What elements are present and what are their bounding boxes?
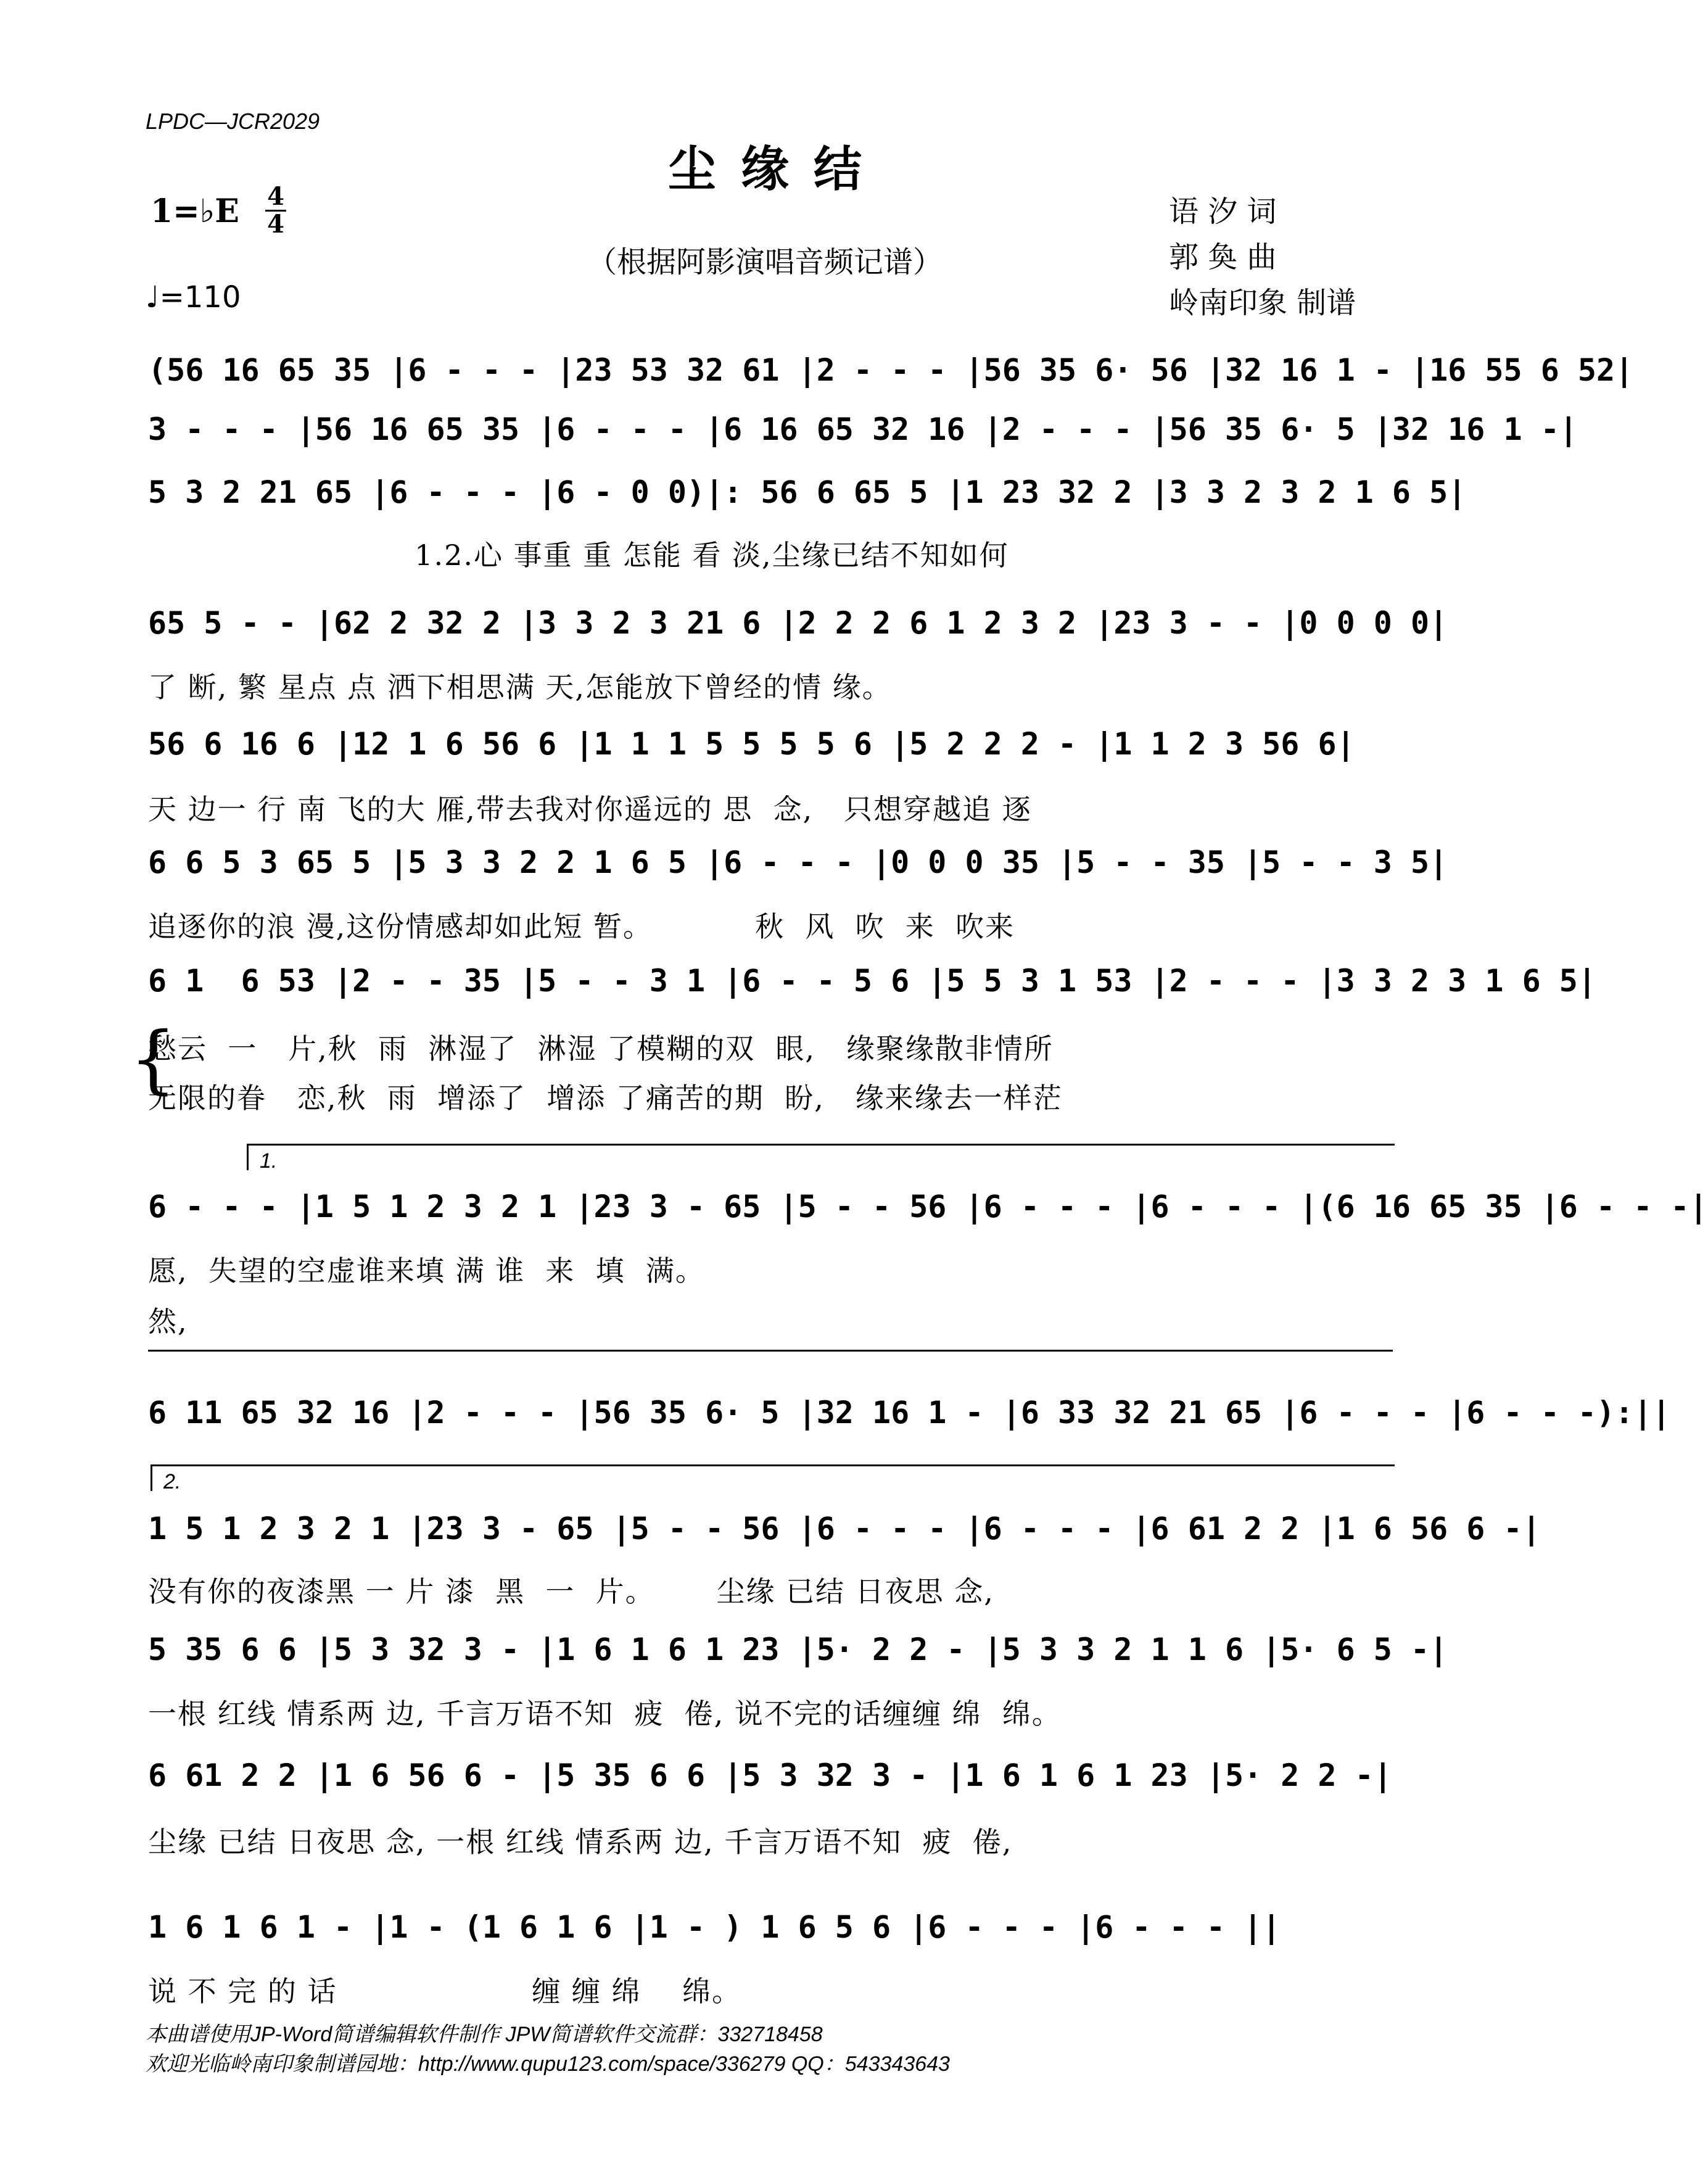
page-title: 尘缘结 bbox=[667, 141, 886, 197]
lyric-line-5: 天 边一 行 南 飞的大 雁,带去我对你遥远的 思 念, 只想穿越追 逐 bbox=[148, 793, 1032, 826]
lyric-line-3: 1.2.心 事重 重 怎能 看 淡,尘缘已结不知如何 bbox=[148, 539, 1009, 572]
lyric-line-7a: 愁云 一 片,秋 雨 淋湿了 淋湿 了模糊的双 眼, 缘聚缘散非情所 bbox=[148, 1032, 1054, 1065]
lyricist: 语 汐 词 bbox=[1169, 194, 1277, 229]
footer-contact: 欢迎光临岭南印象制谱园地：http://www.qupu123.com/space/336279 QQ：543343643 bbox=[146, 2052, 950, 2076]
time-denominator: 4 bbox=[267, 210, 284, 239]
time-signature bbox=[265, 182, 286, 239]
subtitle: （根据阿影演唱音频记谱） bbox=[587, 245, 943, 279]
key-signature: 1=♭E bbox=[151, 192, 239, 230]
lyric-line-10: 没有你的夜漆黑 一 片 漆 黑 一 片。 尘缘 已结 日夜思 念, bbox=[148, 1575, 994, 1608]
notation-line-6: 6 6 5 3 65 5 |5 3 3 2 2 1 6 5 |6 - - - |0 0 0 35 |5 - - 35 |5 - - 3 5| bbox=[148, 845, 1448, 880]
second-ending-bracket bbox=[151, 1464, 1395, 1491]
verse-brace: { bbox=[130, 1017, 177, 1102]
score-code: LPDC—JCR2029 bbox=[146, 109, 320, 134]
notation-line-1: (56 16 65 35 |6 - - - |23 53 32 61 |2 - - - |56 35 6· 56 |32 16 1 - |16 55 6 52| bbox=[148, 352, 1634, 388]
composer: 郭 奐 曲 bbox=[1169, 240, 1277, 275]
notation-line-13: 1 6 1 6 1 - |1 - (1 6 1 6 |1 - ) 1 6 5 6 |6 - - - |6 - - - || bbox=[148, 1909, 1281, 1945]
first-ending-bracket bbox=[247, 1144, 1395, 1173]
ending-bracket-line bbox=[148, 1350, 1393, 1352]
lyric-line-8b: 然, bbox=[148, 1305, 188, 1338]
lyric-line-4: 了 断, 繁 星点 点 洒下相思满 天,怎能放下曾经的情 缘。 bbox=[148, 671, 892, 704]
notation-line-4: 65 5 - - |62 2 32 2 |3 3 2 3 21 6 |2 2 2 6 1 2 3 2 |23 3 - - |0 0 0 0| bbox=[148, 605, 1448, 641]
lyric-line-8: 愿, 失望的空虚谁来填 满 谁 来 填 满。 bbox=[148, 1254, 705, 1287]
lyric-line-12: 尘缘 已结 日夜思 念, 一根 红线 情系两 边, 千言万语不知 疲 倦, bbox=[148, 1825, 1013, 1859]
notation-line-12: 6 61 2 2 |1 6 56 6 - |5 35 6 6 |5 3 32 3 - |1 6 1 6 1 23 |5· 2 2 -| bbox=[148, 1757, 1392, 1793]
notation-line-9: 6 11 65 32 16 |2 - - - |56 35 6· 5 |32 16 1 - |6 33 32 21 65 |6 - - - |6 - - -):|| bbox=[148, 1395, 1671, 1431]
notation-line-7: 6 1 6 53 |2 - - 35 |5 - - 3 1 |6 - - 5 6 |5 5 3 1 53 |2 - - - |3 3 2 3 1 6 5| bbox=[148, 963, 1596, 999]
notation-line-10: 1 5 1 2 3 2 1 |23 3 - 65 |5 - - 56 |6 - - - |6 - - - |6 61 2 2 |1 6 56 6 -| bbox=[148, 1511, 1541, 1547]
arranger: 岭南印象 制谱 bbox=[1169, 286, 1356, 320]
lyric-line-7b: 无限的眷 恋,秋 雨 增添了 增添 了痛苦的期 盼, 缘来缘去一样茫 bbox=[148, 1081, 1063, 1115]
lyric-line-13: 说 不 完 的 话 缠 缠 绵 绵。 bbox=[148, 1975, 742, 2008]
notation-line-3: 5 3 2 21 65 |6 - - - |6 - 0 0)|: 56 6 65 5 |1 23 32 2 |3 3 2 3 2 1 6 5| bbox=[148, 474, 1467, 510]
notation-line-8: 6 - - - |1 5 1 2 3 2 1 |23 3 - 65 |5 - - 56 |6 - - - |6 - - - |(6 16 65 35 |6 - - -| bbox=[148, 1189, 1708, 1224]
lyric-line-11: 一根 红线 情系两 边, 千言万语不知 疲 倦, 说不完的话缠缠 绵 绵。 bbox=[148, 1697, 1062, 1730]
credits bbox=[1169, 189, 1356, 326]
notation-line-11: 5 35 6 6 |5 3 32 3 - |1 6 1 6 1 23 |5· 2 2 - |5 3 3 2 1 1 6 |5· 6 5 -| bbox=[148, 1632, 1448, 1667]
tempo-marking: ♩=110 bbox=[146, 280, 241, 315]
second-ending-label: 2. bbox=[163, 1470, 181, 1493]
first-ending-label: 1. bbox=[260, 1149, 278, 1173]
notation-line-2: 3 - - - |56 16 65 35 |6 - - - |6 16 65 32 16 |2 - - - |56 35 6· 5 |32 16 1 -| bbox=[148, 411, 1578, 447]
lyric-line-6: 追逐你的浪 漫,这份情感却如此短 暂。 秋 风 吹 来 吹来 bbox=[148, 910, 1015, 943]
time-numerator: 4 bbox=[267, 182, 284, 211]
footer-software-note: 本曲谱使用JP-Word简谱编辑软件制作 JPW简谱软件交流群：332718458 bbox=[146, 2023, 823, 2046]
notation-line-5: 56 6 16 6 |12 1 6 56 6 |1 1 1 5 5 5 5 6 |5 2 2 2 - |1 1 2 3 56 6| bbox=[148, 726, 1355, 762]
